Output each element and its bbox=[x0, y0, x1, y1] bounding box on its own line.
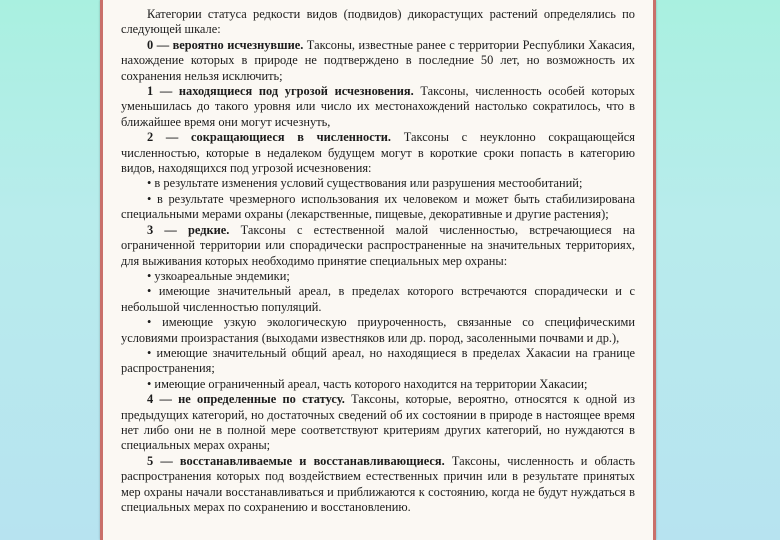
category-5-text: Таксоны, численность и область распространения которых под воздействием естественных причин или в результате принятых мер охраны начали восстанавливаться и приближаются к состоянию, когда не будут нуждаться в специальных мерах по сохранению и восстановлению. bbox=[121, 453, 635, 514]
category-1 bbox=[121, 84, 635, 130]
bullet-item: • в результате изменения условий существования или разрушения местообитаний; bbox=[147, 176, 583, 191]
category-3-label: 3 — редкие. bbox=[147, 222, 230, 237]
bullet-item: • имеющие значительный ареал, в пределах которого встречаются спорадически и с небольшой численностью популяций. bbox=[121, 284, 635, 314]
category-1-text: Таксоны, численность особей которых уменьшилась до такого уровня или число их местонахождений настолько сократилось, что в ближайшее время они могут исчезнуть, bbox=[121, 84, 635, 129]
category-1-label: 1 — находящиеся под угрозой исчезновения. bbox=[147, 84, 414, 99]
category-4 bbox=[121, 392, 635, 454]
category-4-label: 4 — не определенные по статусу. bbox=[147, 392, 345, 407]
category-3 bbox=[121, 223, 635, 269]
category-2 bbox=[121, 130, 635, 176]
category-5-label: 5 — восстанавливаемые и восстанавливающиеся. bbox=[147, 453, 445, 468]
bullet-item: • имеющие значительный общий ареал, но находящиеся в пределах Хакасии на границе распространения; bbox=[121, 345, 635, 376]
bullet-item: • имеющие узкую экологическую приуроченность, связанные со специфическими условиями произрастания (выходами известняков или др. пород, засоленными почвами и др.), bbox=[121, 315, 635, 345]
category-0-text: Таксоны, известные ранее с территории Республики Хакасия, нахождение которых в природе не подтверждено в последние 50 лет, но возможность их сохранения нельзя исключить; bbox=[121, 37, 635, 83]
category-2-text: Таксоны с неуклонно сокращающейся численностью, которые в недалеком будущем могут в короткие сроки попасть в категорию видов, находящихся под угрозой исчезновения: bbox=[121, 130, 636, 176]
category-0-label: 0 — вероятно исчезнувшие. bbox=[147, 37, 304, 52]
intro-paragraph: Категории статуса редкости видов (подвидов) дикорастущих растений определялись по следующей шкале: bbox=[121, 7, 635, 37]
document-text bbox=[121, 7, 635, 515]
bullet-item: • имеющие ограниченный ареал, часть которого находится на территории Хакасии; bbox=[147, 376, 588, 391]
category-4-text: Таксоны, которые, вероятно, относятся к одной из предыдущих категорий, но достаточных сведений об их состоянии в природе в настоящее время нет либо они не в полной мере соответствуют критериям других категорий, но нуждаются в специальных мерах охраны; bbox=[121, 392, 635, 453]
category-0 bbox=[121, 38, 635, 84]
bullet-item: • в результате чрезмерного использования их человеком и может быть стабилизирована специальными мерами охраны (лекарственные, пищевые, декоративные и другие растения); bbox=[121, 191, 635, 222]
document-page bbox=[100, 0, 656, 540]
category-5 bbox=[121, 454, 635, 516]
category-2-label: 2 — сокращающиеся в численности. bbox=[147, 130, 392, 145]
category-3-text: Таксоны с естественной малой численностью, встречающиеся на ограниченной территории или спорадически распространенные на значительных территориях, для выживания которых необходимо принятие специальных мер охраны: bbox=[121, 222, 636, 268]
bullet-item: • узкоареальные эндемики; bbox=[147, 268, 290, 283]
